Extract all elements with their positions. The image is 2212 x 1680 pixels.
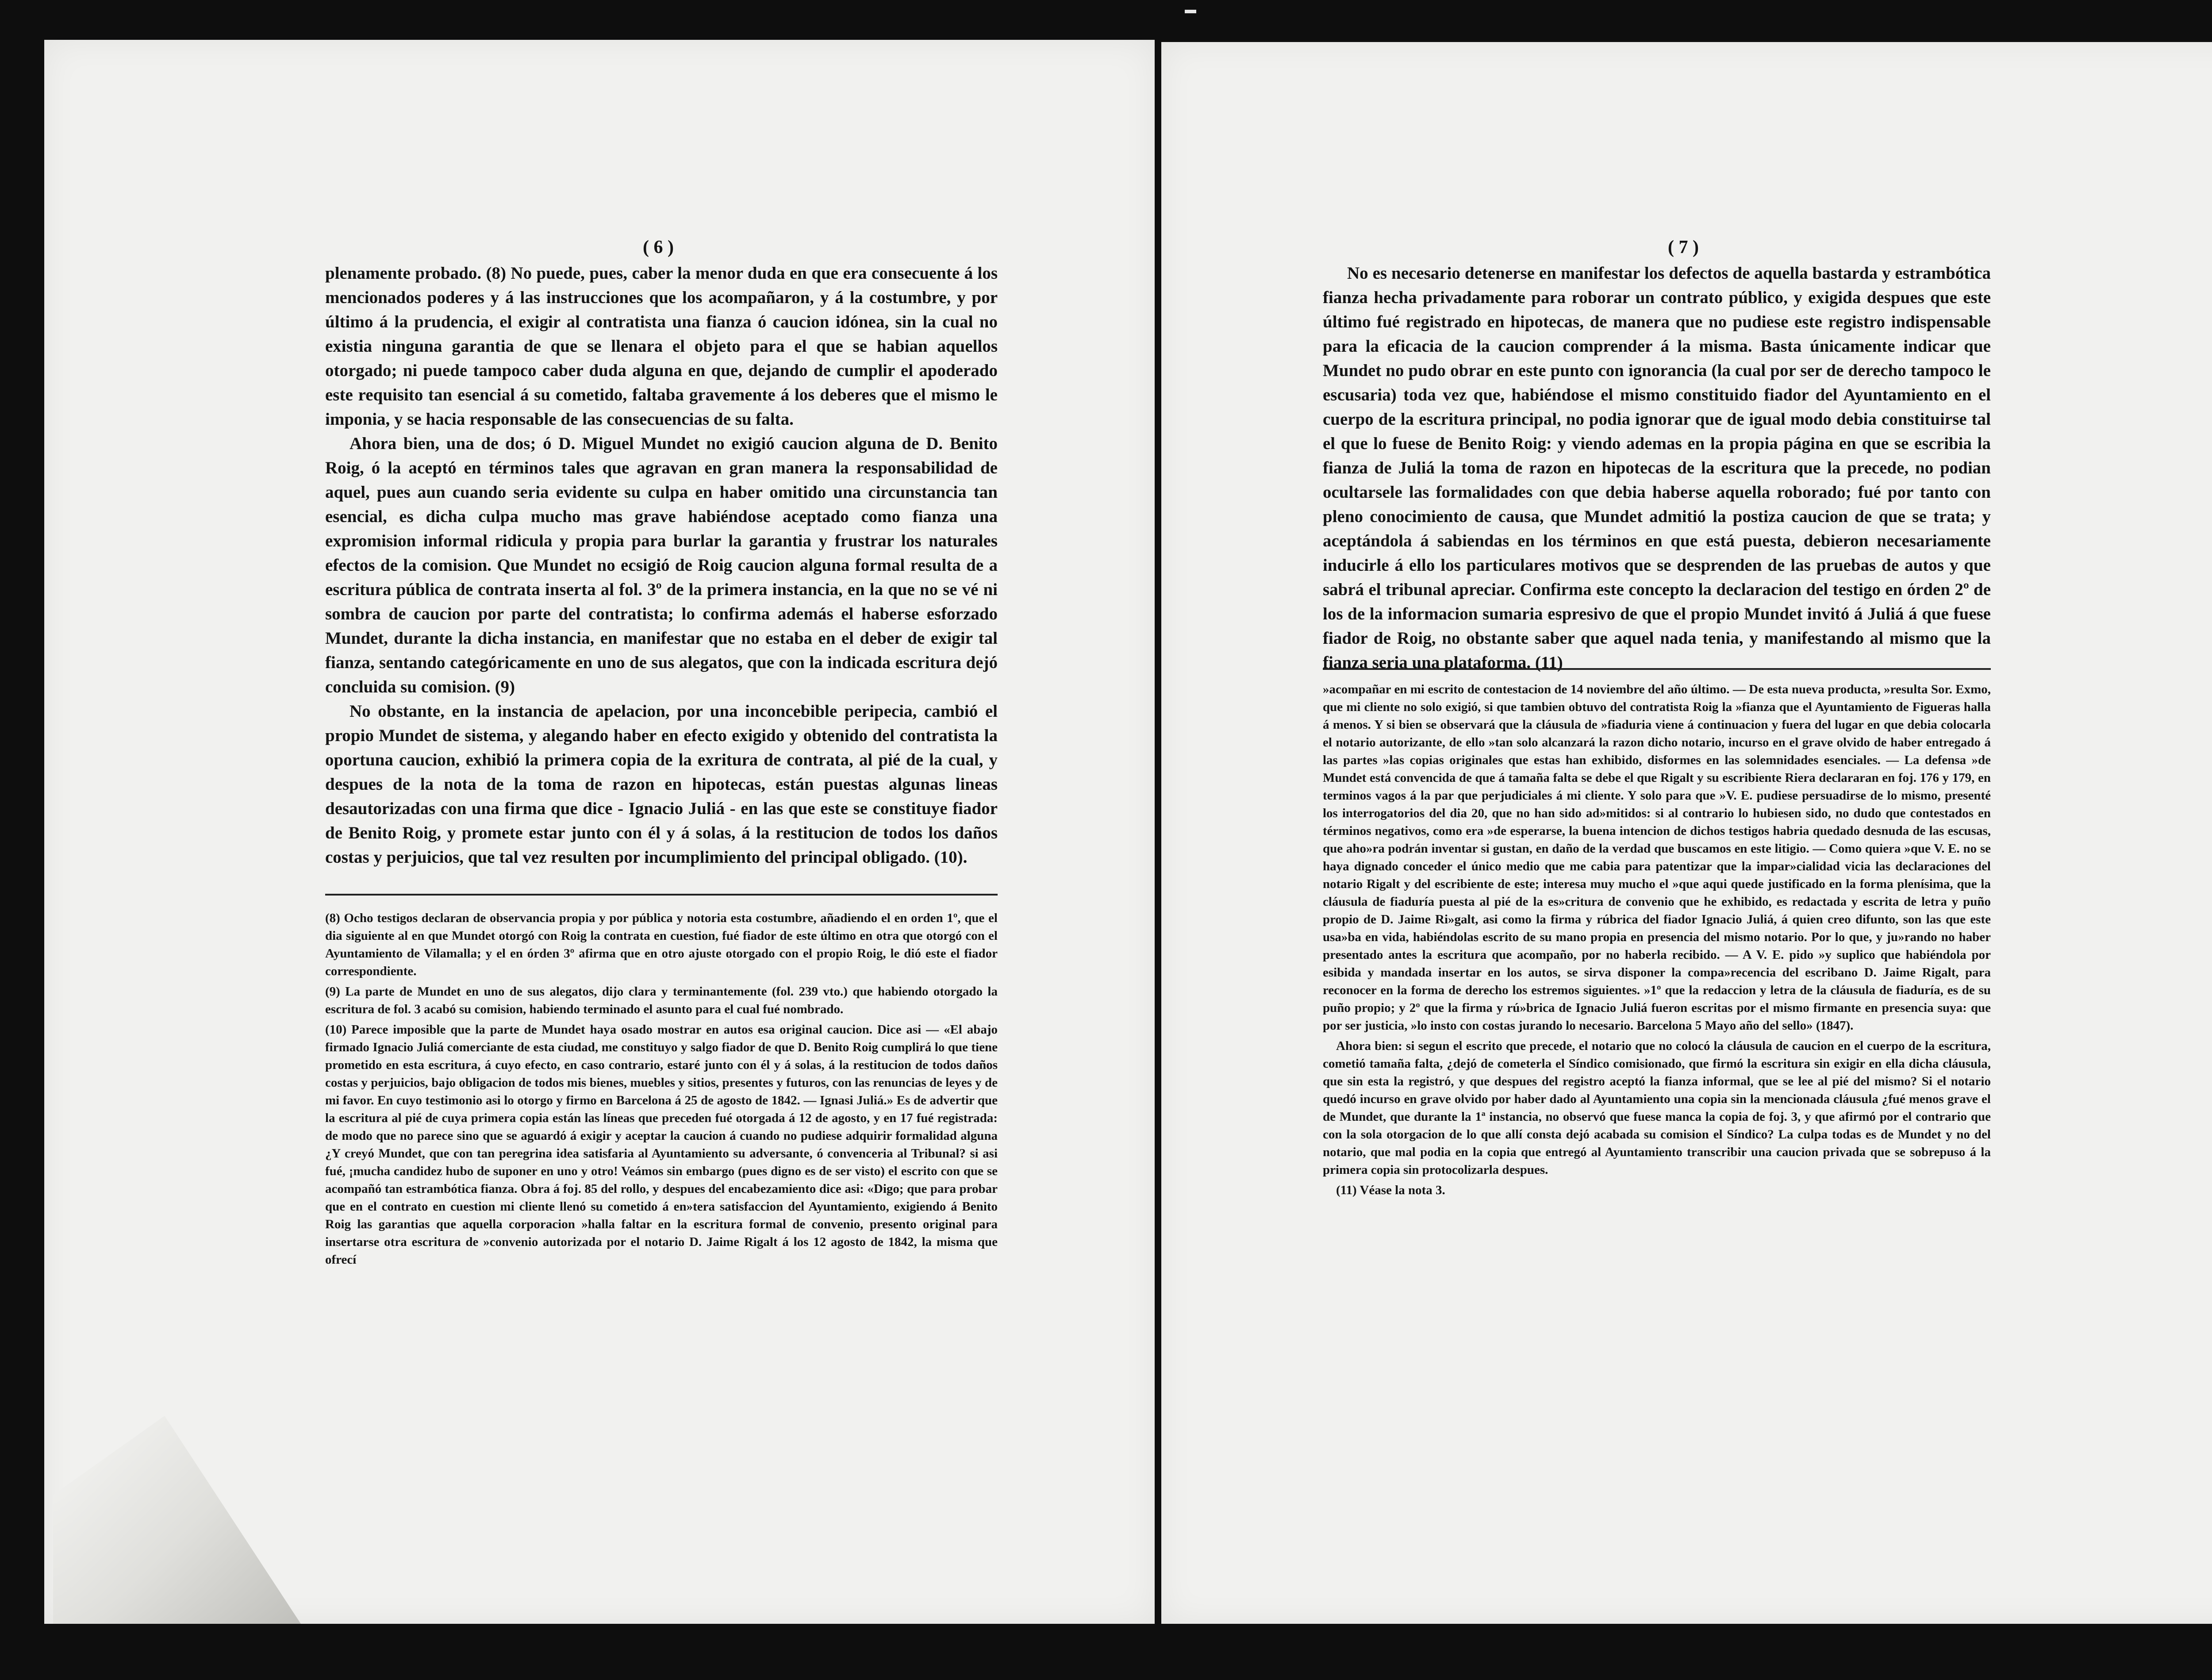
left-body-text bbox=[325, 261, 998, 869]
left-footnotes bbox=[325, 909, 998, 1271]
scan-mark-top bbox=[1185, 10, 1196, 13]
right-body-text bbox=[1323, 261, 1991, 675]
page-number-right: ( 7 ) bbox=[1668, 237, 1699, 258]
footnote: »acompañar en mi escrito de contestacion de 14 noviembre del año último. — De esta nueva producta, »resulta Sor. Exmo, que mi cliente no solo exigió, si que tambien obtuvo del contratista Roig la »fianza que el Ayuntamiento de Figueras halla á menos. Y si bien se observará que la cláusula de »fiaduria viene á continuacion y fuera del lugar en que debia colocarla el notario autorizante, de ello »tan solo alcanzará la razon dicho notario, incurso en el grave olvido de haber entregado á las partes »las copias originales que estas han exhibido, disformes en las solemnidades esenciales. — La defensa »de Mundet está convencida de que á tamaña falta se debe el que Rigalt y su escribiente Riera declararan en foj. 176 y 179, en terminos vagos á la par que perjudiciales á mi cliente. Y solo para que »V. E. pudiese persuadirse de lo mismo, presenté los interrogatorios del dia 20, que no han sido ad»mitidos: si al contrario lo hubiesen sido, no dudo que contestados en términos negativos, como era »de esperarse, la buena intencion de dichos testigos habria quedado desnuda de las escusas, que aho»ra podrán inventar si gustan, en daño de la verdad que buscamos en este litigio. — Como quiera »que V. E. no se haya dignado conceder el único medio que me cabia para patentizar que la impar»cialidad vicia las declaraciones del notario Rigalt y del escribiente de este; interesa muy mucho el »que aqui quede justificado en la forma plenísima, que la cláusula de fiaduría puesta al pié de la es»critura de convenio que he exhibido, es redactada y escrita de letra y puño propio de D. Jaime Ri»galt, asi como la firma y rúbrica del fiador Ignacio Juliá, á quien creo difunto, son las que este usa»ba en vida, habiéndolas escrito de su mano propia en presencia del mismo notario. Por lo que, y ju»rando no haber presentado antes la escritura que acompaño, por no haberla recibido. — A V. E. pido »y suplico que habiéndola por esibida y mandada insertar en los autos, se sirva disponer la compa»recencia del escribano D. Jaime Rigalt, para reconocer en la forma de derecho los estremos siguientes. »1º que la redaccion y letra de la cláusula de fiaduría, es de su puño propio; y 2º que la firma y rú»brica de Ignacio Juliá fueron escritas por el mismo firmante en presencia suya: que por ser justicia, »lo insto con costas jurando lo necesario. Barcelona 5 Mayo año del sello» (1847). bbox=[1323, 682, 1991, 1033]
paragraph: No obstante, en la instancia de apelacion, por una inconcebible peripecia, cambió el propio Mundet de sistema, y alegando haber en efecto exigido y obtenido del contratista la oportuna caucion, exhibió la primera copia de la exritura de contrata, al pié de la cual, y despues de la nota de la toma de razon en hipotecas, están puestas algunas lineas desautorizadas con una firma que dice - Ignacio Juliá - en las que este se constituye fiador de Benito Roig, y promete estar junto con él y á solas, á la restitucion de todos los daños costas y perjuicios, que tal vez resulten por incumplimiento del principal obligado. (10). bbox=[325, 702, 998, 867]
page-number-left: ( 6 ) bbox=[643, 237, 674, 258]
footnote: (8) Ocho testigos declaran de observancia propia y por pública y notoria esta costumbre, añadiendo el en orden 1º, que el dia siguiente al en que Mundet otorgó con Roig la contrata en cuestion, fué fiador de este último en otra que otorgó con el Ayuntamiento de Vilamalla; y el en órden 3º afirma que en otro ajuste otorgado con el propio Roig, le dió este el fiador correspondiente. bbox=[325, 911, 998, 978]
right-footnotes bbox=[1323, 680, 1991, 1202]
paragraph: plenamente probado. (8) No puede, pues, caber la menor duda en que era consecuente á los mencionados poderes y á las instrucciones que los acompañaron, y á la costumbre, y por último á la prudencia, el exigir al contratista una fianza ó caucion idónea, sin la cual no existia ninguna garantia de que se llenara el objeto para el que se habian aquellos otorgado; ni puede tampoco caber duda alguna en que, dejando de cumplir el apoderado este requisito tan esencial á su cometido, faltaba gravemente á los deberes que el mismo le imponia, y se hacia responsable de las consecuencias de su falta. bbox=[325, 264, 998, 429]
footnote-rule-right bbox=[1323, 668, 1991, 670]
paragraph: No es necesario detenerse en manifestar los defectos de aquella bastarda y estrambótica fianza hecha privadamente para roborar un contrato público, y exigida despues que este último fué registrado en hipotecas, de manera que no pudiese este registro indispensable para la eficacia de la caucion comprender á la misma. Basta únicamente indicar que Mundet no pudo obrar en este punto con ignorancia (la cual por ser de derecho tampoco le escusaria) toda vez que, habiéndose el mismo constituido fiador del Ayuntamiento en el cuerpo de la escritura principal, no podia ignorar que de igual modo debia constituirse tal el que lo fuese de Benito Roig: y viendo ademas en la propia página en que se escribia la fianza de Juliá la toma de razon en hipotecas de la escritura que la precede, no podian ocultarsele las formalidades con que debia haberse aquella roborado; fué por tanto con pleno conocimiento de causa, que Mundet admitió la postiza caucion de que se trata; y aceptándola á sabiendas en los términos en que está puesta, debieron necesariamente inducirle á ello los particulares motivos que se desprenden de las pruebas de autos y que sabrá el tribunal apreciar. Confirma este concepto la declaracion del testigo en órden 2º de los de la informacion sumaria espresivo de que el propio Mundet invitó á Juliá á que fuese fiador de Roig, no obstante saber que aquel nada tenia, y manifestando al mismo que la fianza seria una plataforma. (11) bbox=[1323, 264, 1991, 672]
footnote: (10) Parece imposible que la parte de Mundet haya osado mostrar en autos esa original caucion. Dice asi — «El abajo firmado Ignacio Juliá comerciante de esta ciudad, me constituyo y salgo fiador de que D. Benito Roig cumplirá lo que tiene prometido en esta escritura, á cuyo efecto, en caso contrario, estaré junto con él y á solas, á la restitucion de todos daños costas y perjuicios, bajo obligacion de todos mis bienes, muebles y sitios, presentes y futuros, con las renuncias de leyes y de mi favor. En cuyo testimonio asi lo otorgo y firmo en Barcelona á 25 de agosto de 1842. — Ignasi Juliá.» Es de advertir que la escritura al pié de cuya primera copia están las líneas que preceden fué otorgada á 12 de agosto, y en 17 fué registrada: de modo que no parece sino que se aguardó á exigir y aceptar la caucion á cuando no pudiese adquirir formalidad alguna ¿Y creyó Mundet, que con tan peregrina idea satisfaria al Ayuntamiento su adversante, ó convenceria al Tribunal? si asi fué, ¡mucha candidez hubo de suponer en uno y otro! Veámos sin embargo (pues digno es de ser visto) el escrito con que se acompañó tan estrambótica fianza. Obra á foj. 85 del rollo, y despues del encabezamiento dice asi: «Digo; que para probar que en el contrato en cuestion mi cliente llenó su cometido á en»tera satisfaccion del Ayuntamiento, exigiendo á Benito Roig las garantias que aquella corporacion »halla faltar en la escritura formal de convenio, presento original para insertarse otra escritura de »convenio autorizada por el notario D. Jaime Rigalt á los 12 agosto de 1842, la misma que ofrecí bbox=[325, 1023, 998, 1267]
footnote-rule-left bbox=[325, 894, 998, 896]
footnote: (9) La parte de Mundet en uno de sus alegatos, dijo clara y terminantemente (fol. 239 vto.) que habiendo otorgado la escritura de fol. 3 acabó su comision, habiendo terminado el asunto para el cual fué nombrado. bbox=[325, 984, 998, 1016]
footnote: (11) Véase la nota 3. bbox=[1336, 1183, 1445, 1197]
footnote: Ahora bien: si segun el escrito que precede, el notario que no colocó la cláusula de caucion en el cuerpo de la escritura, cometió tamaña falta, ¿dejó de cometerla el Síndico comisionado, que firmó la escritura sin exigir en ella dicha cláusula, que sin esta la registró, y que despues del registro aceptó la fianza informal, que se lee al pié del mismo? Si el notario quedó incurso en grave olvido por haber dado al Ayuntamiento una copia sin la mencionada cláusula ¿fué menos grave el de Mundet, que durante la 1ª instancia, no observó que fuese manca la copia de foj. 3, y que afirmó por el contrario que con la sola otorgacion de lo que allí consta dejó acabada su comision el Síndico? La culpa todas es de Mundet y no del notario, que mal podia en la copia que entregó al Ayuntamiento transcribir una caucion privada que se sobrepuso á la primera copia sin protocolizarla despues. bbox=[1323, 1039, 1991, 1177]
paragraph: Ahora bien, una de dos; ó D. Miguel Mundet no exigió caucion alguna de D. Benito Roig, ó la aceptó en términos tales que agravan en gran manera la responsabilidad de aquel, pues aun cuando seria evidente su culpa en haber omitido una circunstancia tan esencial, es dicha culpa mucho mas grave habiéndose aceptado como fianza una expromision informal ridicula y propia para burlar la garantia y frustrar los naturales efectos de la comision. Que Mundet no ecsigió de Roig caucion alguna formal resulta de a escritura pública de contrata inserta al fol. 3º de la primera instancia, en la que no se vé ni sombra de caucion por parte del contratista; lo confirma además el haberse esforzado Mundet, durante la dicha instancia, en manifestar que no estaba en el deber de exigir tal fianza, sentando categóricamente en uno de sus alegatos, que con la indicada escritura dejó concluida su comision. (9) bbox=[325, 434, 998, 696]
